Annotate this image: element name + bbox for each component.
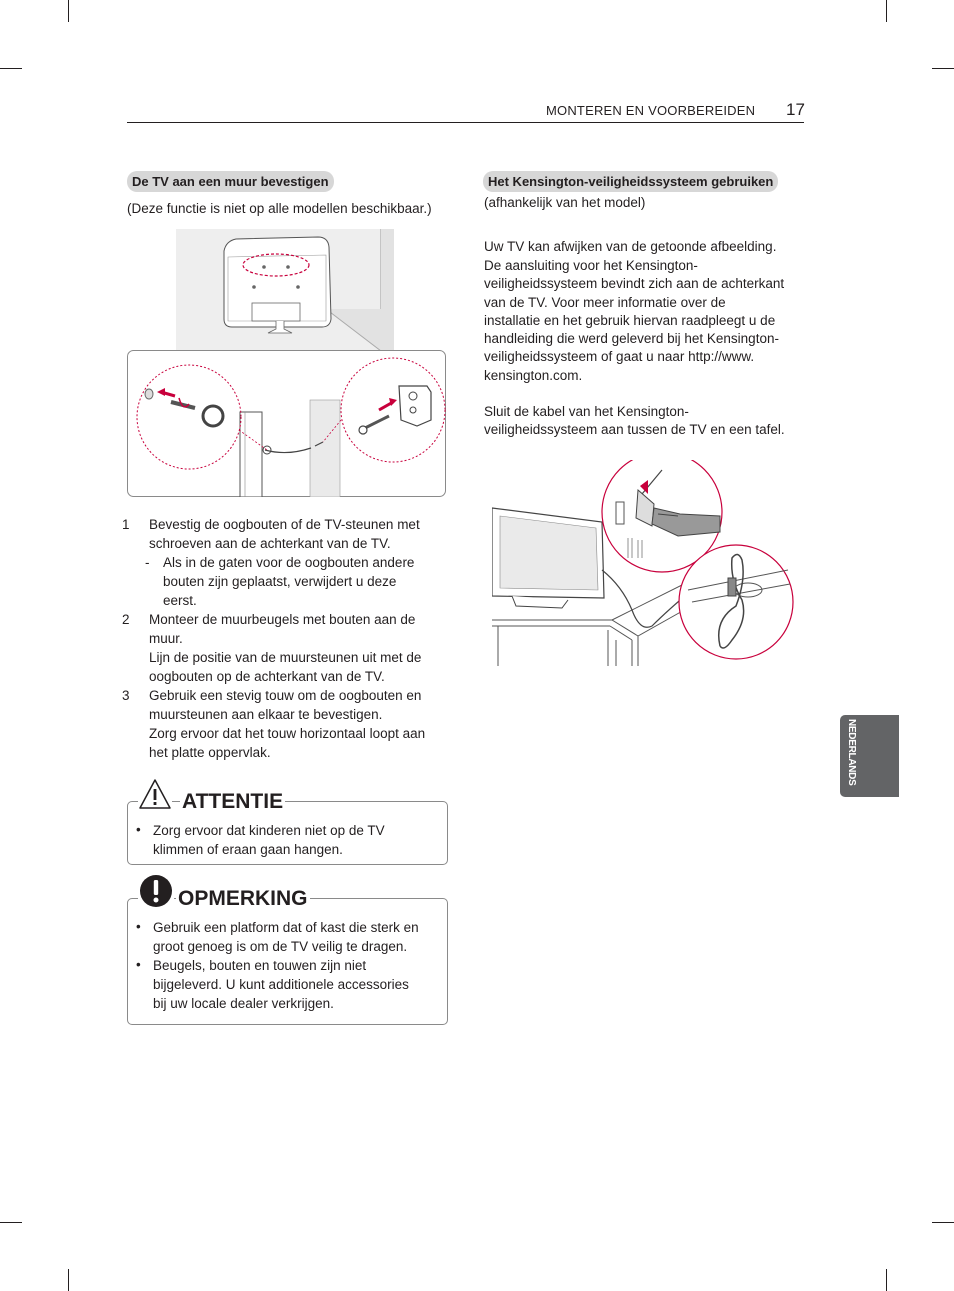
substep-text: eerst. [163, 593, 197, 608]
left-subtitle: (Deze functie is niet op alle modellen beschikbaar.) [127, 201, 432, 216]
crop-mark [68, 0, 69, 22]
language-tab [840, 715, 899, 797]
note-text: bijgeleverd. U kunt additionele accessories [153, 977, 409, 992]
step-number: 1 [122, 517, 130, 532]
step-text: muur. [149, 631, 183, 646]
step-text: Lijn de positie van de muursteunen uit met de [149, 650, 422, 665]
step-text: Monteer de muurbeugels met bouten aan de [149, 612, 416, 627]
crop-mark [0, 68, 22, 69]
note-title: OPMERKING [178, 887, 308, 910]
step-text: muursteunen aan elkaar te bevestigen. [149, 707, 383, 722]
warning-triangle-icon [138, 778, 172, 810]
step-text: oogbouten op de achterkant van de TV. [149, 669, 385, 684]
note-text: bij uw locale dealer verkrijgen. [153, 996, 334, 1011]
exclamation-icon [138, 874, 174, 908]
step-number: 2 [122, 612, 130, 627]
paragraph-line: De aansluiting voor het Kensington- [484, 258, 698, 273]
left-heading: De TV aan een muur bevestigen [127, 171, 334, 192]
paragraph-line: Sluit de kabel van het Kensington- [484, 404, 689, 419]
paragraph-line: veiligheidssysteem aan tussen de TV en een tafel. [484, 422, 785, 437]
paragraph-line: van de TV. Voor meer informatie over de [484, 295, 726, 310]
right-subtitle: (afhankelijk van het model) [484, 195, 646, 210]
paragraph-line: veiligheidssysteem bevindt zich aan de achterkant [484, 276, 785, 291]
right-heading: Het Kensington-veiligheidssysteem gebruiken [483, 171, 778, 192]
substep-text: Als in de gaten voor de oogbouten andere [163, 555, 415, 570]
step-text: Bevestig de oogbouten of de TV-steunen met [149, 517, 420, 532]
wall-bracket-illustration [127, 350, 446, 497]
paragraph-line: kensington.com. [484, 368, 583, 383]
paragraph-line: veiligheidssysteem of gaat u naar http://www. [484, 349, 755, 364]
crop-mark [886, 0, 887, 22]
page-number: 17 [786, 100, 805, 119]
bullet: • [136, 822, 141, 837]
bullet: • [136, 957, 141, 972]
caution-title: ATTENTIE [182, 790, 284, 813]
substep-dash: - [145, 555, 150, 570]
crop-mark [932, 1222, 954, 1223]
crop-mark [68, 1269, 69, 1291]
paragraph-line: Uw TV kan afwijken van de getoonde afbeelding. [484, 239, 777, 254]
kensington-illustration [492, 460, 796, 666]
language-tab-label: NEDERLANDS [846, 719, 857, 786]
crop-mark [932, 68, 954, 69]
step-text: schroeven aan de achterkant van de TV. [149, 536, 391, 551]
crop-mark [886, 1269, 887, 1291]
note-text: groot genoeg is om de TV veilig te dragen. [153, 939, 408, 954]
caution-text: klimmen of eraan gaan hangen. [153, 842, 343, 857]
crop-mark [0, 1222, 22, 1223]
note-text: Beugels, bouten en touwen zijn niet [153, 958, 367, 973]
paragraph-line: handleiding die werd geleverd bij het Kensington- [484, 331, 779, 346]
tv-back-illustration [176, 229, 394, 351]
step-text: Zorg ervoor dat het touw horizontaal loopt aan [149, 726, 426, 741]
substep-text: bouten zijn geplaatst, verwijdert u deze [163, 574, 397, 589]
step-text: Gebruik een stevig touw om de oogbouten en [149, 688, 422, 703]
step-text: het platte oppervlak. [149, 745, 271, 760]
bullet: • [136, 919, 141, 934]
note-text: Gebruik een platform dat of kast die sterk en [153, 920, 419, 935]
section-title: MONTEREN EN VOORBEREIDEN [546, 103, 756, 118]
caution-text: Zorg ervoor dat kinderen niet op de TV [153, 823, 385, 838]
paragraph-line: installatie en het gebruik hiervan raadpleegt u de [484, 313, 776, 328]
header-divider [127, 122, 804, 123]
step-number: 3 [122, 688, 130, 703]
